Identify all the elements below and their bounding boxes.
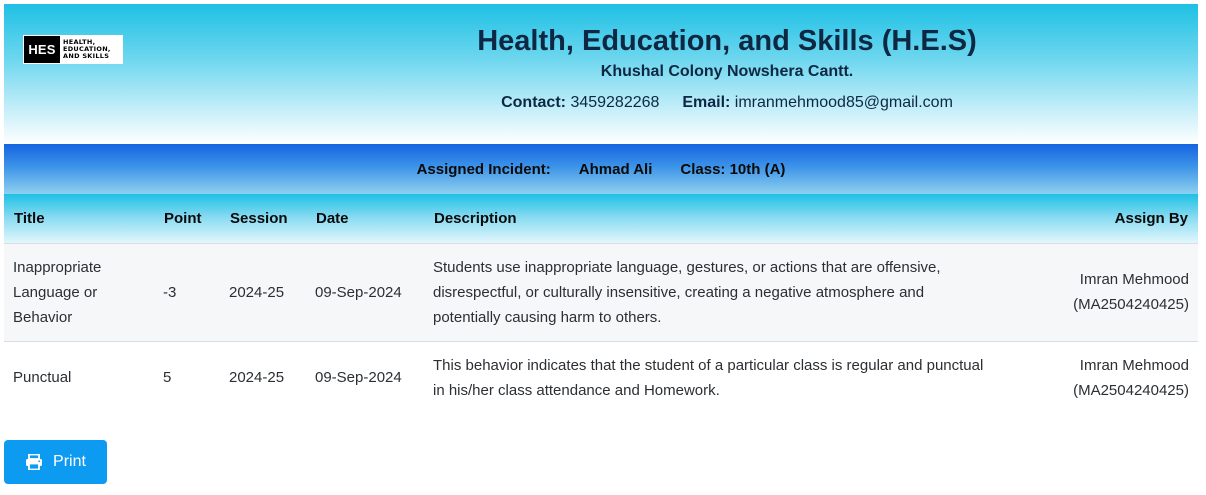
cell-point: -3	[163, 283, 177, 301]
table-row	[4, 341, 1198, 414]
incident-bar	[4, 144, 1198, 194]
print-label: Print	[53, 453, 86, 470]
assign-by-id: (MA2504240425)	[1073, 296, 1189, 313]
column-header-description: Description	[434, 209, 517, 227]
incident-class: Class: 10th (A)	[680, 160, 786, 178]
cell-session: 2024-25	[229, 369, 285, 387]
printer-icon	[25, 454, 43, 470]
column-header-point: Point	[164, 209, 202, 227]
table-header-row	[4, 194, 1198, 243]
incident-student: Ahmad Ali	[578, 160, 653, 178]
contact-label: Contact:	[501, 94, 566, 111]
cell-assign-by	[1004, 341, 1198, 414]
report-header	[4, 4, 1198, 144]
cell-description: This behavior indicates that the student of a particular class is regular and punctual in his/her class attendance and Homework.	[433, 356, 984, 399]
assign-by-id: (MA2504240425)	[1073, 381, 1189, 399]
cell-title: Punctual	[13, 369, 72, 387]
column-header-assign-by: Assign By	[1114, 209, 1188, 227]
logo-text	[63, 39, 111, 60]
logo-line: AND SKILLS	[63, 52, 110, 60]
cell-description: Students use inappropriate language, gestures, or actions that are offensive, disrespectful, or culturally insensitive, creating a negative atmosphere and potentially causing harm to others.	[433, 258, 941, 326]
column-header-title: Title	[14, 209, 45, 227]
cell-date: 09-Sep-2024	[315, 369, 402, 387]
email-value: imranmehmood85@gmail.com	[734, 94, 953, 111]
table-row	[4, 243, 1198, 341]
incident-table	[4, 194, 1198, 414]
cell-assign-by	[1004, 243, 1198, 341]
contact-line	[404, 94, 1050, 112]
cell-date: 09-Sep-2024	[315, 283, 402, 301]
cell-session: 2024-25	[229, 283, 285, 301]
logo-line: HEALTH,	[63, 38, 96, 46]
incident-label: Assigned Incident:	[416, 160, 551, 178]
print-button[interactable]	[4, 440, 107, 484]
page-subtitle: Khushal Colony Nowshera Cantt.	[600, 63, 854, 80]
logo-mark: HES	[24, 36, 60, 63]
cell-title: Inappropriate Language or Behavior	[13, 258, 102, 326]
hes-logo	[23, 35, 123, 64]
contact-value: 3459282268	[570, 94, 660, 111]
column-header-date: Date	[316, 209, 349, 227]
column-header-session: Session	[230, 209, 288, 227]
logo-line: EDUCATION,	[63, 45, 111, 53]
assign-by-name: Imran Mehmood	[1079, 271, 1189, 288]
page-title: Health, Education, and Skills (H.E.S)	[477, 25, 977, 57]
cell-point: 5	[163, 369, 172, 387]
email-label: Email:	[682, 94, 731, 111]
assign-by-name: Imran Mehmood	[1079, 356, 1189, 374]
